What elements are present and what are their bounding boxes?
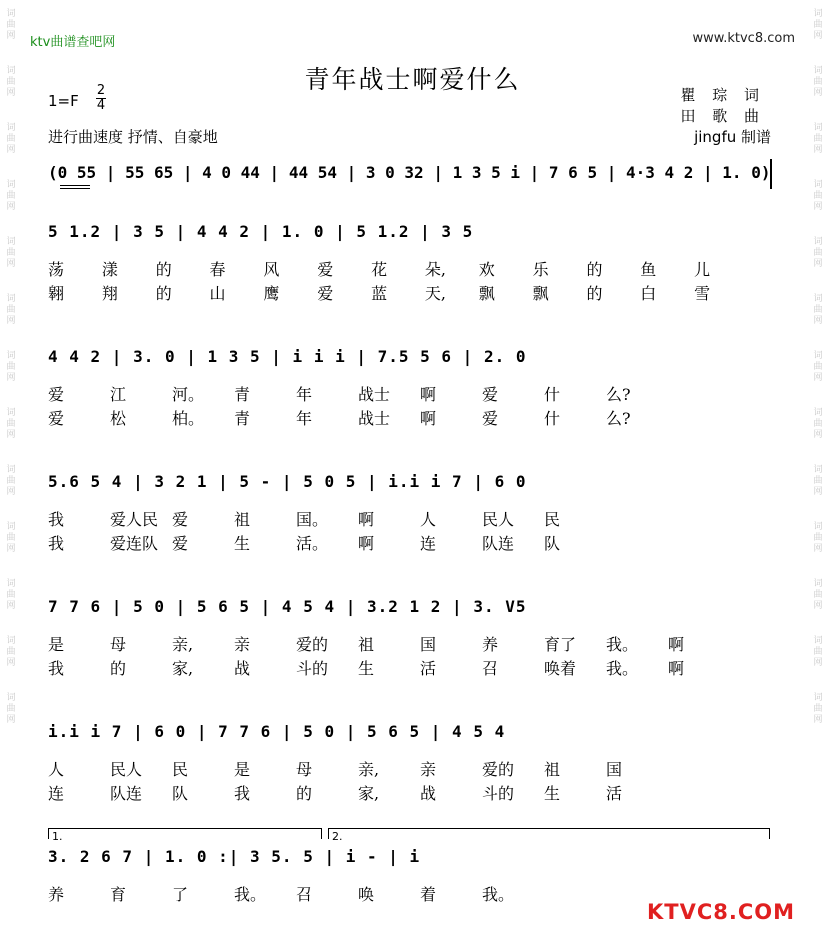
- time-signature-bottom: 4: [96, 98, 106, 113]
- lyric-word: 山: [209, 284, 226, 303]
- lyric-word: 江: [110, 385, 127, 404]
- lyric-word: 年: [296, 409, 313, 428]
- lyric-word: 的: [155, 284, 172, 303]
- lyric-word: 鱼: [640, 260, 657, 279]
- music-line: [48, 847, 772, 877]
- lyric-word: 荡: [48, 260, 65, 279]
- lyric-word: 爱的: [482, 760, 515, 779]
- side-watermark-right: 词曲网 词曲网 词曲网 词曲网 词曲网 词曲网 词曲网 词曲网 词曲网 词曲网 词曲网 词曲网 词曲网: [811, 8, 822, 725]
- lyric-word: 春: [209, 260, 226, 279]
- lyric-word: 翔: [101, 284, 118, 303]
- composer-credit: 田 歌 曲: [680, 107, 765, 125]
- side-watermark-left: 词曲网 词曲网 词曲网 词曲网 词曲网 词曲网 词曲网 词曲网 词曲网 词曲网 词曲网 词曲网 词曲网: [4, 8, 15, 725]
- lyric-word: 养: [48, 885, 65, 904]
- second-ending-label: 2.: [332, 830, 343, 843]
- scribe-credit: jingfu 制谱: [694, 128, 771, 146]
- lyric-word: 爱: [482, 409, 499, 428]
- lyric-word: 蓝: [371, 284, 388, 303]
- lyric-word: 天,: [424, 284, 447, 303]
- music-notes: 3. 2 6 7 | 1. 0 :| 3 5. 5 | i - | i: [48, 847, 421, 866]
- music-line: [48, 597, 772, 627]
- lyric-word: 国: [606, 760, 623, 779]
- lyric-word: 队: [544, 534, 561, 553]
- lyric-word: 唤着: [544, 659, 577, 678]
- lyric-word: 家,: [172, 659, 194, 678]
- first-ending-label: 1.: [52, 830, 63, 843]
- lyric-word: 花: [371, 260, 388, 279]
- lyric-word: 亲: [234, 635, 251, 654]
- lyric-word: 什: [544, 409, 561, 428]
- music-line: [48, 347, 772, 377]
- lyric-word: 爱: [48, 385, 65, 404]
- lyric-word: 儿: [694, 260, 711, 279]
- lyric-word: 连: [48, 784, 65, 803]
- lyric-word: 祖: [358, 635, 375, 654]
- lyric-word: 青: [234, 409, 251, 428]
- lyric-word: 我。: [234, 885, 267, 904]
- lyric-word: 爱的: [296, 635, 329, 654]
- lyric-word: 白: [640, 284, 657, 303]
- lyric-word: 生: [234, 534, 251, 553]
- lyric-word: 生: [544, 784, 561, 803]
- time-signature: [96, 84, 106, 113]
- lyric-word: 我。: [606, 635, 639, 654]
- lyric-word: 我。: [482, 885, 515, 904]
- lyric-word: 队: [172, 784, 189, 803]
- lyric-word: 飘: [478, 284, 495, 303]
- lyric-word: 的: [155, 260, 172, 279]
- lyric-word: 连: [420, 534, 437, 553]
- lyric-word: 战: [420, 784, 437, 803]
- lyric-word: 飘: [532, 284, 549, 303]
- lyric-word: 的: [296, 784, 313, 803]
- lyric-word: 国。: [296, 510, 329, 529]
- lyric-word: 柏。: [172, 409, 205, 428]
- lyric-word: 亲: [420, 760, 437, 779]
- lyric-word: 亲,: [358, 760, 380, 779]
- lyric-word: 祖: [544, 760, 561, 779]
- lyric-word: 家,: [358, 784, 380, 803]
- lyric-word: 朵,: [424, 260, 447, 279]
- lyric-word: 乐: [532, 260, 549, 279]
- lyric-word: 我。: [606, 659, 639, 678]
- lyric-word: 么?: [606, 409, 631, 428]
- lyric-word: 啊: [668, 659, 685, 678]
- lyric-word: 欢: [478, 260, 495, 279]
- lyric-word: 我: [234, 784, 251, 803]
- lyric-word: 养: [482, 635, 499, 654]
- lyricist-credit: 瞿 琮 词: [680, 86, 765, 104]
- lyric-word: 战: [234, 659, 251, 678]
- first-ending-bracket: [48, 828, 322, 839]
- lyric-word: 民人: [482, 510, 515, 529]
- lyric-word: 着: [420, 885, 437, 904]
- lyric-word: 战士: [358, 385, 391, 404]
- lyric-word: 人: [420, 510, 437, 529]
- music-notes: 5 1.2 | 3 5 | 4 4 2 | 1. 0 | 5 1.2 | 3 5: [48, 222, 474, 241]
- lyric-word: 活: [606, 784, 623, 803]
- lyric-word: 的: [110, 659, 127, 678]
- lyric-word: 年: [296, 385, 313, 404]
- lyric-word: 斗的: [482, 784, 515, 803]
- lyric-word: 斗的: [296, 659, 329, 678]
- lyric-word: 漾: [101, 260, 118, 279]
- lyric-word: 啊: [358, 534, 375, 553]
- music-line: [48, 222, 772, 252]
- music-notes: 4 4 2 | 3. 0 | 1 3 5 | i i i | 7.5 5 6 | 2. 0: [48, 347, 527, 366]
- lyric-word: 民人: [110, 760, 143, 779]
- lyric-word: 爱: [172, 510, 189, 529]
- lyric-word: 祖: [234, 510, 251, 529]
- lyric-word: 队连: [482, 534, 515, 553]
- key-signature: 1=F: [48, 92, 79, 110]
- lyric-word: 国: [420, 635, 437, 654]
- lyric-word: 松: [110, 409, 127, 428]
- lyric-word: 亲,: [172, 635, 194, 654]
- lyric-word: 雪: [694, 284, 711, 303]
- lyric-word: 民: [544, 510, 561, 529]
- tempo-marking: 进行曲速度 抒情、自豪地: [48, 128, 218, 146]
- lyric-word: 啊: [668, 635, 685, 654]
- music-notes: 5.6 5 4 | 3 2 1 | 5 - | 5 0 5 | i.i i 7 | 6 0: [48, 472, 527, 491]
- music-notes: 7 7 6 | 5 0 | 5 6 5 | 4 5 4 | 3.2 1 2 | 3. V5: [48, 597, 527, 616]
- lyric-word: 我: [48, 534, 65, 553]
- lyric-word: 爱人民: [110, 510, 159, 529]
- lyric-word: 什: [544, 385, 561, 404]
- lyric-word: 的: [586, 284, 603, 303]
- lyric-word: 爱: [317, 284, 334, 303]
- lyric-word: 人: [48, 760, 65, 779]
- lyric-word: 爱: [48, 409, 65, 428]
- lyric-word: 啊: [358, 510, 375, 529]
- lyric-word: 民: [172, 760, 189, 779]
- lyric-word: 我: [48, 510, 65, 529]
- intro-line: [48, 163, 772, 193]
- lyric-word: 生: [358, 659, 375, 678]
- lyric-word: 爱: [317, 260, 334, 279]
- lyric-word: 召: [482, 659, 499, 678]
- lyric-word: 了: [172, 885, 189, 904]
- site-label[interactable]: ktv曲谱查吧网: [30, 35, 116, 50]
- music-line: [48, 472, 772, 502]
- second-ending-bracket: [328, 828, 770, 839]
- lyric-word: 啊: [420, 409, 437, 428]
- lyric-word: 战士: [358, 409, 391, 428]
- lyric-word: 育了: [544, 635, 577, 654]
- watermark-logo: KTVC8.COM: [646, 900, 795, 924]
- lyric-word: 活。: [296, 534, 329, 553]
- lyric-word: 召: [296, 885, 313, 904]
- lyric-word: 是: [234, 760, 251, 779]
- lyric-word: 风: [263, 260, 280, 279]
- side-watermark-text: 词曲网: [4, 8, 15, 41]
- lyric-word: 育: [110, 885, 127, 904]
- intro-notes: (0 55 | 55 65 | 4 0 44 | 44 54 | 3 0 32 | 1 3 5 i | 7 6 5 | 4·3 4 2 | 1. 0): [48, 163, 771, 182]
- lyric-word: 我: [48, 659, 65, 678]
- lyric-word: 爱: [482, 385, 499, 404]
- lyric-word: 河。: [172, 385, 205, 404]
- lyric-word: 母: [110, 635, 127, 654]
- lyric-word: 啊: [420, 385, 437, 404]
- lyric-word: 么?: [606, 385, 631, 404]
- site-url[interactable]: www.ktvc8.com: [692, 31, 795, 46]
- lyric-word: 母: [296, 760, 313, 779]
- music-notes: i.i i 7 | 6 0 | 7 7 6 | 5 0 | 5 6 5 | 4 5 4: [48, 722, 506, 741]
- lyric-word: 爱: [172, 534, 189, 553]
- lyric-word: 活: [420, 659, 437, 678]
- music-line: [48, 722, 772, 752]
- lyric-word: 鹰: [263, 284, 280, 303]
- lyric-word: 爱连队: [110, 534, 159, 553]
- song-title: 青年战士啊爱什么: [304, 65, 521, 94]
- lyric-word: 是: [48, 635, 65, 654]
- lyric-word: 青: [234, 385, 251, 404]
- lyric-word: 队连: [110, 784, 143, 803]
- lyric-word: 翱: [48, 284, 65, 303]
- lyric-word: 唤: [358, 885, 375, 904]
- time-signature-top: 2: [96, 83, 106, 98]
- lyric-word: 的: [586, 260, 603, 279]
